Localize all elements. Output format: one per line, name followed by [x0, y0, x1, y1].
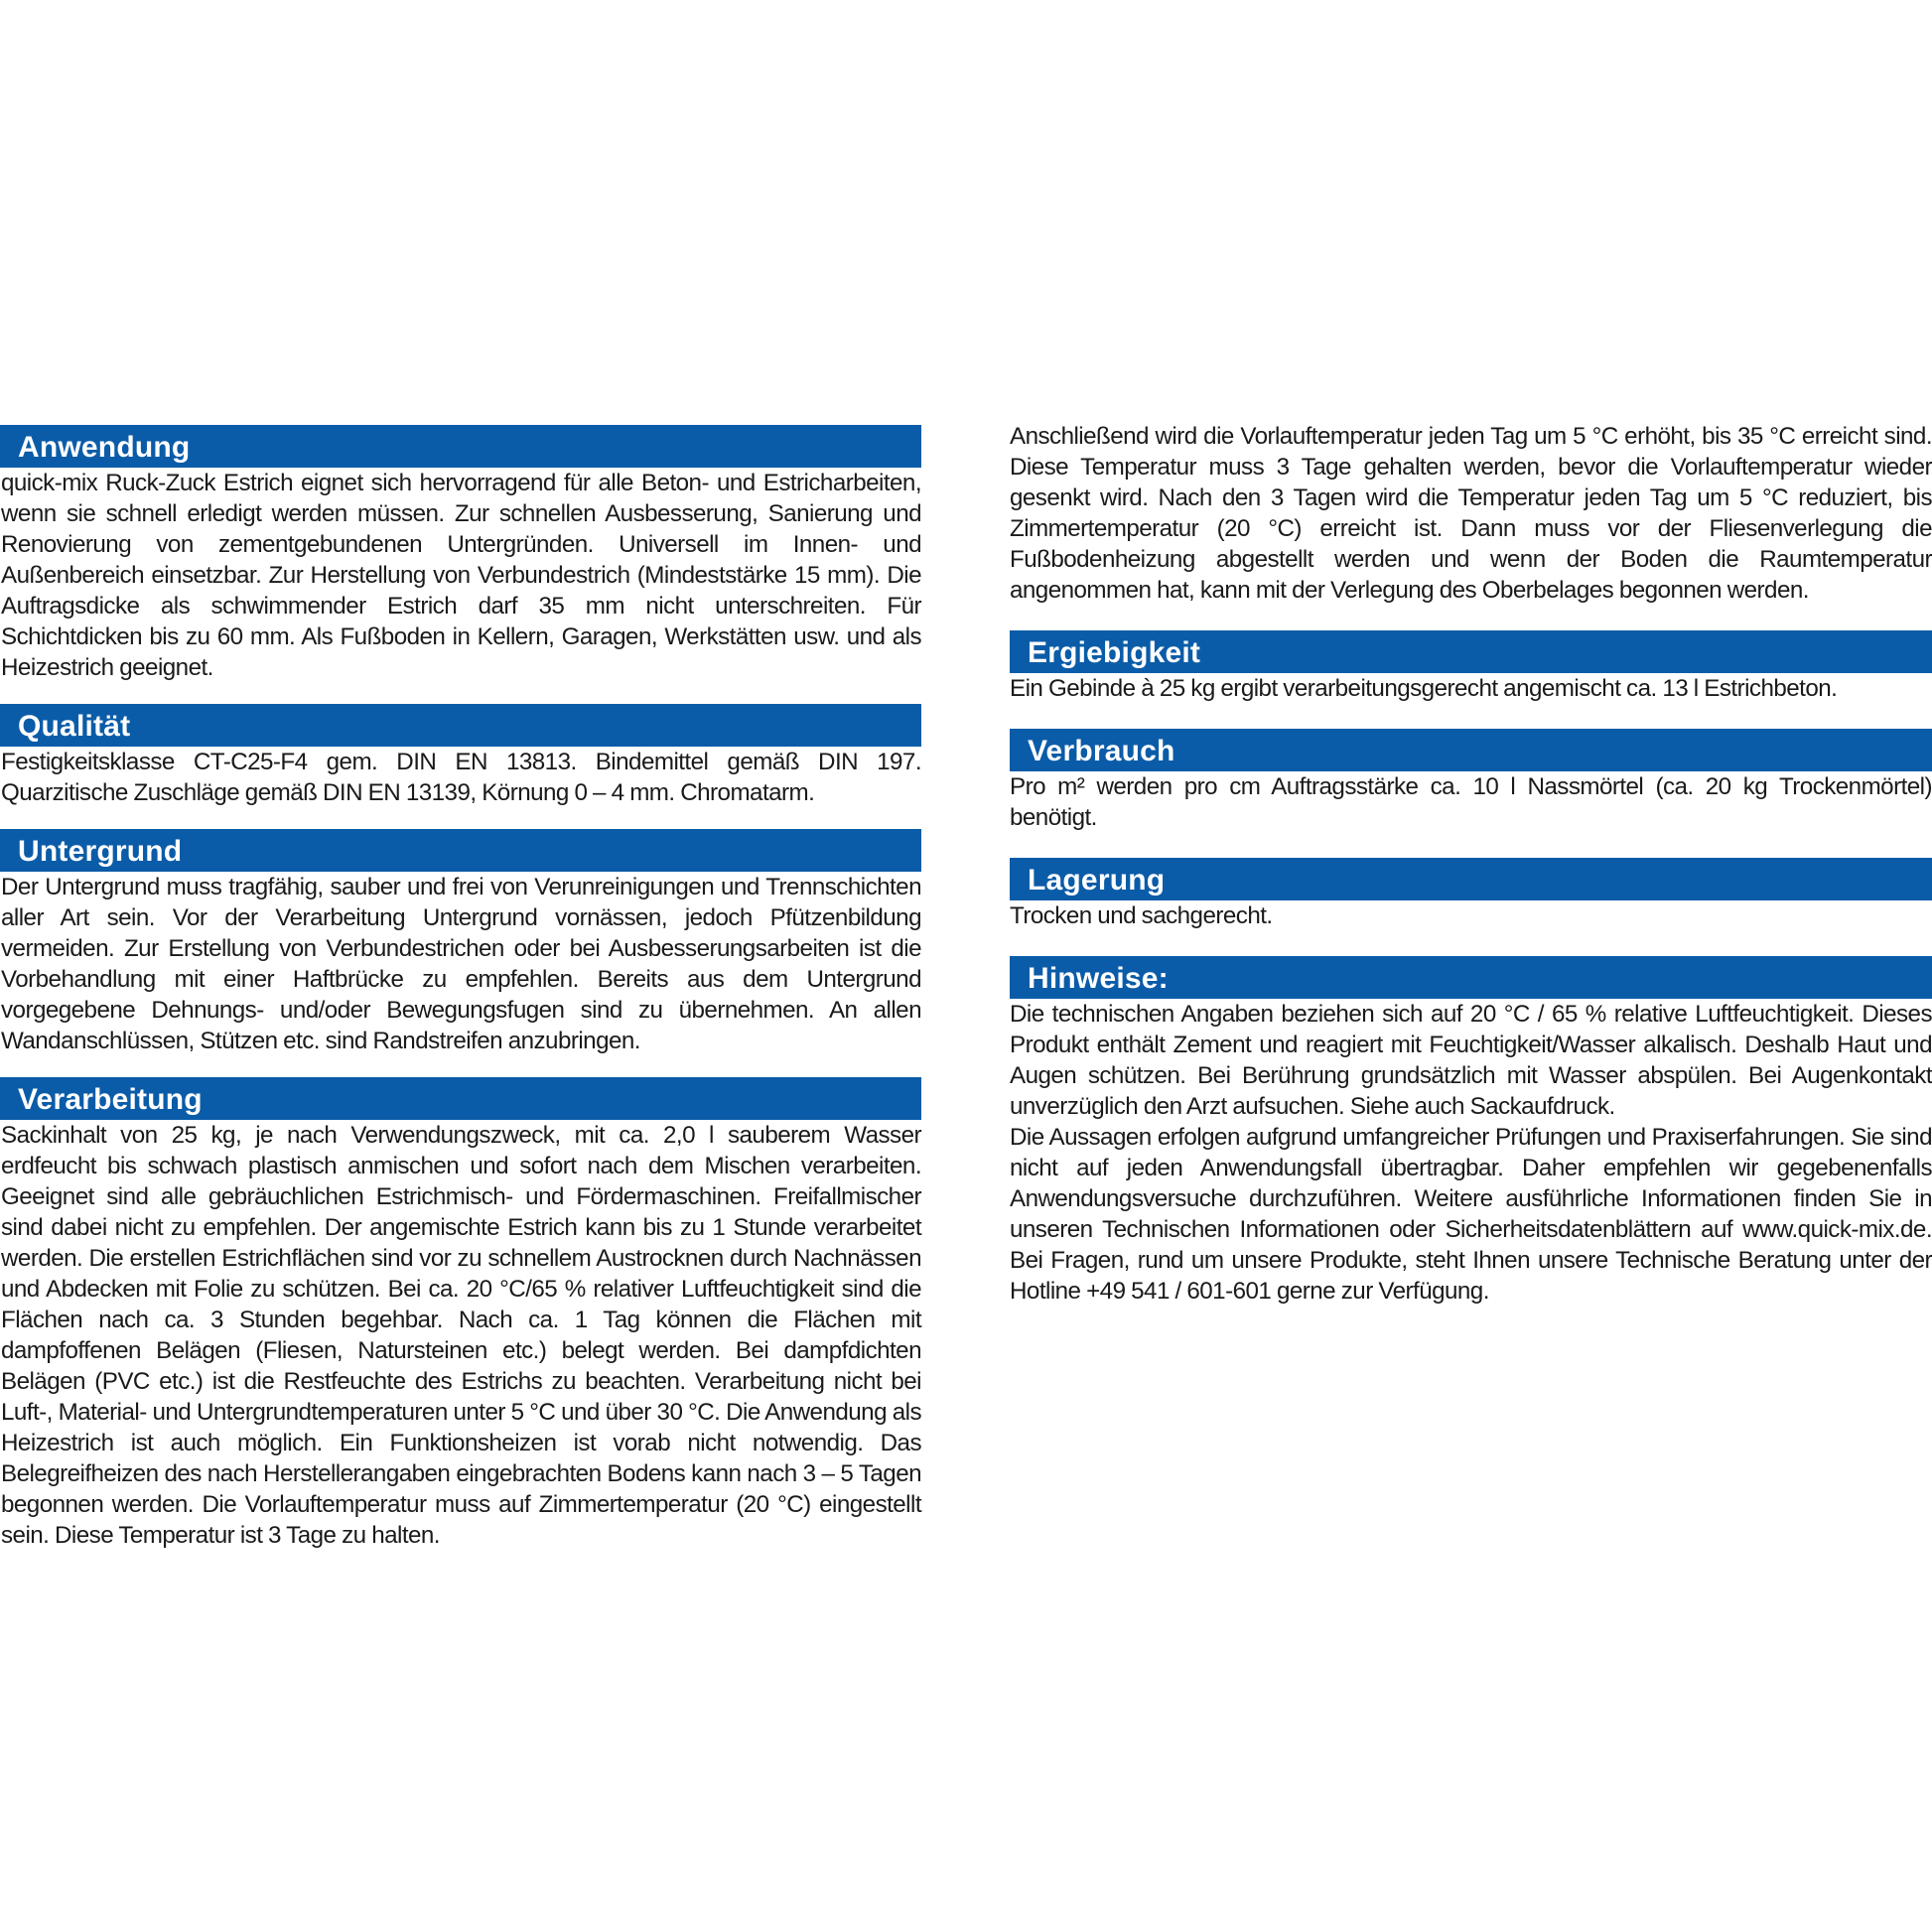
continuation-text: Anschließend wird die Vorlauftemperatur jeden Tag um 5 °C erhöht, bis 35 °C erreicht sind. Diese Temperatur muss 3 Tage gehalten werden, bevor die Vorlauftemperatur wieder gesenkt wird. Nach den 3 Tagen wird die Temperatur jeden Tag um 5 °C reduziert, bis Zimmertemperatur (20 °C) erreicht ist. Dann muss vor der Fliesenverlegung die Fußbodenheizung abgestellt werden und wenn der Boden die Raumtemperatur angenommen hat, kann mit der Verlegung des Oberbelages begonnen werden.: [1010, 423, 1932, 604]
section-heading: Qualität: [0, 704, 921, 747]
section-heading: Hinweise:: [1010, 956, 1932, 999]
section-verarbeitung: [0, 1077, 921, 1551]
right-column: [1010, 421, 1932, 1307]
section-untergrund: [0, 829, 921, 1056]
section-ergiebigkeit: [1010, 630, 1932, 704]
section-anwendung: [0, 425, 921, 683]
section-text: Der Untergrund muss tragfähig, sauber und frei von Verunreinigungen und Trennschichten aller Art sein. Vor der Verarbeitung Untergrund vornässen, jedoch Pfützenbildung vermeiden. Zur Erstellung von Verbundestrichen oder bei Ausbesserungsarbeiten ist die Vorbehandlung mit einer Haftbrücke zu empfehlen. Bereits aus dem Untergrund vorgegebene Dehnungs- und/oder Bewegungsfugen sind zu übernehmen. An allen Wandanschlüssen, Stützen etc. sind Randstreifen anzubringen.: [1, 874, 921, 1054]
section-heading: Verarbeitung: [0, 1077, 921, 1120]
section-heading: Anwendung: [0, 425, 921, 468]
section-verbrauch: [1010, 729, 1932, 833]
section-text: Die technischen Angaben beziehen sich auf 20 °C / 65 % relative Luftfeuchtigkeit. Dieses Produkt enthält Zement und reagiert mit Feuchtigkeit/Wasser alkalisch. Deshalb Haut und Augen schützen. Bei Berührung grundsätzlich mit Wasser abspülen. Bei Augenkontakt unverzüglich den Arzt aufsuchen. Siehe auch Sackaufdruck.: [1010, 1001, 1932, 1120]
section-qualitaet: [0, 704, 921, 808]
section-heading: Verbrauch: [1010, 729, 1932, 771]
section-heading: Lagerung: [1010, 858, 1932, 900]
section-text: Pro m² werden pro cm Auftragsstärke ca. 10 l Nassmörtel (ca. 20 kg Trockenmörtel) benötigt.: [1010, 773, 1932, 831]
section-hinweise: [1010, 956, 1932, 1307]
section-text: Trocken und sachgerecht.: [1010, 902, 1273, 929]
section-heading: Ergiebigkeit: [1010, 630, 1932, 673]
section-text-2: Die Aussagen erfolgen aufgrund umfangreicher Prüfungen und Praxiserfahrungen. Sie sind nicht auf jeden Anwendungsfall übertragbar. Daher empfehlen wir gegebenenfalls Anwendungsversuche durchzuführen. Weitere ausführliche Informationen finden Sie in unseren Technischen Informationen oder Sicherheitsdatenblättern auf www.quick-mix.de. Bei Fragen, rund um unsere Produkte, steht Ihnen unsere Technische Beratung unter der Hotline +49 541 / 601-601 gerne zur Verfügung.: [1010, 1124, 1932, 1305]
section-text: Sackinhalt von 25 kg, je nach Verwendungszweck, mit ca. 2,0 l sauberem Wasser erdfeucht bis schwach plastisch anmischen und sofort nach dem Mischen verarbeiten. Geeignet sind alle gebräuchlichen Estrichmisch- und Fördermaschinen. Freifallmischer sind dabei nicht zu empfehlen. Der angemischte Estrich kann bis zu 1 Stunde verarbeitet werden. Die erstellen Estrichflächen sind vor zu schnellem Austrocknen durch Nachnässen und Abdecken mit Folie zu schützen. Bei ca. 20 °C/65 % relativer Luftfeuchtigkeit sind die Flächen nach ca. 3 Stunden begehbar. Nach ca. 1 Tag können die Flächen mit dampfoffenen Belägen (Fliesen, Natursteinen etc.) belegt werden. Bei dampfdichten Belägen (PVC etc.) ist die Restfeuchte des Estrichs zu beachten. Verarbeitung nicht bei Luft-, Material- und Untergrundtemperaturen unter 5 °C und über 30 °C. Die Anwendung als Heizestrich ist auch möglich. Ein Funktionsheizen ist vorab nicht notwendig. Das Belegreifheizen des nach Herstellerangaben eingebrachten Bodens kann nach 3 – 5 Tagen begonnen werden. Die Vorlauftemperatur muss auf Zimmertemperatur (20 °C) eingestellt sein. Diese Temperatur ist 3 Tage zu halten.: [1, 1122, 921, 1549]
left-column: [0, 425, 921, 1551]
section-lagerung: [1010, 858, 1932, 931]
section-text: Festigkeitsklasse CT-C25-F4 gem. DIN EN 13813. Bindemittel gemäß DIN 197. Quarzitische Zuschläge gemäß DIN EN 13139, Körnung 0 – 4 mm. Chromatarm.: [1, 749, 921, 806]
section-text: quick-mix Ruck-Zuck Estrich eignet sich hervorragend für alle Beton- und Estricharbeiten, wenn sie schnell erledigt werden müssen. Zur schnellen Ausbesserung, Sanierung und Renovierung von zementgebundenen Untergründen. Universell im Innen- und Außenbereich einsetzbar. Zur Herstellung von Verbundestrich (Mindeststärke 15 mm). Die Auftragsdicke als schwimmender Estrich darf 35 mm nicht unterschreiten. Für Schichtdicken bis zu 60 mm. Als Fußboden in Kellern, Garagen, Werkstätten usw. und als Heizestrich geeignet.: [1, 470, 921, 681]
section-text: Ein Gebinde à 25 kg ergibt verarbeitungsgerecht angemischt ca. 13 l Estrichbeton.: [1010, 675, 1838, 702]
section-heading: Untergrund: [0, 829, 921, 872]
